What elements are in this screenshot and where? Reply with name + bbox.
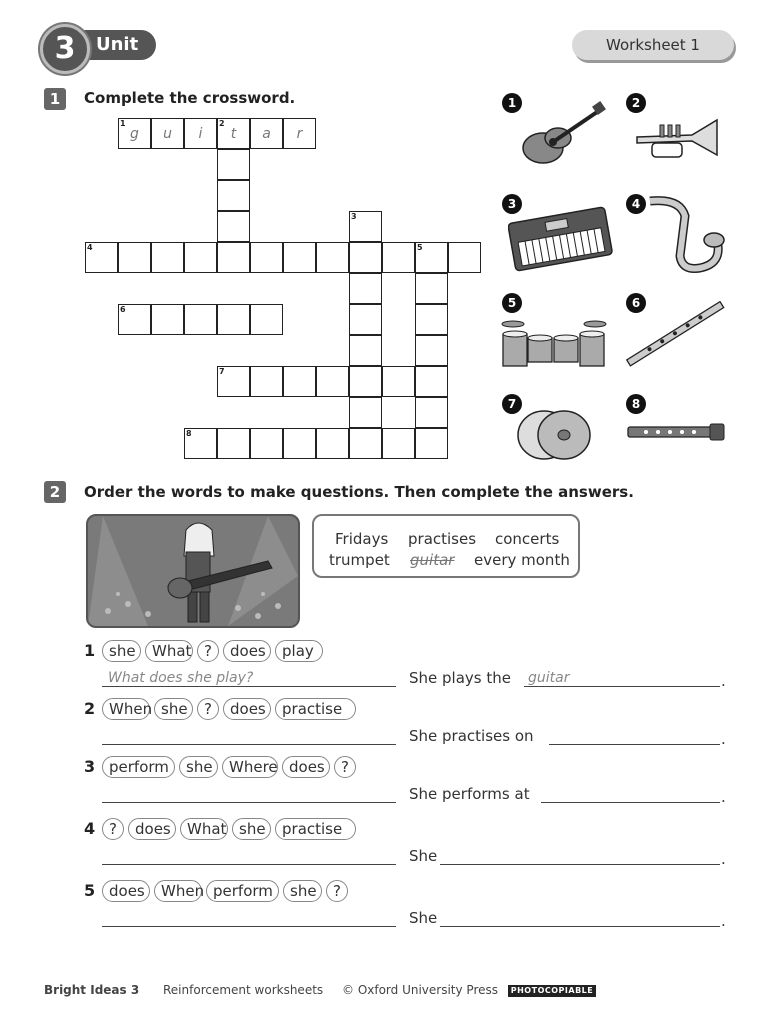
picture-number: 2	[626, 93, 646, 113]
drums-icon	[498, 314, 610, 374]
crossword-cell[interactable]	[217, 180, 250, 211]
answer-line[interactable]	[549, 744, 720, 745]
word-chip[interactable]: does	[223, 640, 271, 662]
word-chip[interactable]: ?	[334, 756, 356, 778]
crossword-cell[interactable]	[250, 118, 283, 149]
footer-publisher: © Oxford University Press	[342, 983, 499, 997]
word-chip[interactable]: perform	[206, 880, 279, 902]
crossword-cell[interactable]	[316, 242, 349, 273]
example-letter: u	[163, 126, 172, 142]
crossword-cell[interactable]	[217, 118, 250, 149]
example-letter: t	[230, 126, 237, 142]
clue-number: 5	[417, 243, 423, 252]
word-box-item: trumpet	[329, 551, 390, 569]
word-chip[interactable]: ?	[326, 880, 348, 902]
crossword-cell[interactable]	[349, 273, 382, 304]
word-chip[interactable]: does	[223, 698, 271, 720]
full-stop: .	[721, 850, 726, 868]
word-chip[interactable]: she	[232, 818, 271, 840]
picture-number: 1	[502, 93, 522, 113]
crossword-cell[interactable]	[415, 242, 448, 273]
saxophone-icon	[640, 196, 730, 276]
full-stop: .	[721, 730, 726, 748]
footer-type: Reinforcement worksheets	[163, 983, 324, 997]
word-chip[interactable]: Where	[222, 756, 278, 778]
word-box-item-crossed: guitar	[410, 551, 455, 569]
full-stop: .	[721, 788, 726, 806]
answer-prefix: She	[409, 847, 438, 865]
unit-label: Unit	[70, 30, 156, 60]
crossword-cell[interactable]	[283, 366, 316, 397]
word-chip[interactable]: ?	[102, 818, 124, 840]
crossword-cell[interactable]	[316, 366, 349, 397]
word-chip[interactable]: practise	[275, 698, 356, 720]
example-letter: a	[262, 126, 271, 142]
crossword-cell[interactable]	[250, 242, 283, 273]
word-chip[interactable]: When	[154, 880, 202, 902]
answer-line[interactable]	[440, 864, 720, 865]
guitarist-icon	[88, 516, 298, 626]
clue-number: 8	[186, 429, 192, 438]
question-number: 3	[84, 757, 96, 776]
answer-prefix: She performs at	[409, 785, 530, 803]
keyboard-icon	[508, 200, 613, 275]
crossword-cell[interactable]	[151, 304, 184, 335]
crossword-cell[interactable]	[118, 118, 151, 149]
word-chip[interactable]: does	[282, 756, 330, 778]
word-chip[interactable]: ?	[197, 698, 219, 720]
crossword-cell[interactable]	[250, 304, 283, 335]
exercise-1-instruction: Complete the crossword.	[84, 89, 296, 107]
question-answer-line[interactable]	[102, 686, 396, 687]
crossword-cell[interactable]	[382, 242, 415, 273]
crossword-cell[interactable]	[217, 366, 250, 397]
crossword-cell[interactable]	[85, 242, 118, 273]
question-answer-line[interactable]	[102, 864, 396, 865]
word-chip[interactable]: play	[275, 640, 323, 662]
crossword-cell[interactable]	[349, 211, 382, 242]
word-chip[interactable]: What	[180, 818, 228, 840]
example-letter: g	[130, 126, 139, 142]
picture-number: 3	[502, 194, 522, 214]
crossword-cell[interactable]	[217, 211, 250, 242]
picture-number: 5	[502, 293, 522, 313]
crossword-cell[interactable]	[184, 242, 217, 273]
answer-prefix: She practises on	[409, 727, 534, 745]
word-box-item: practises	[408, 530, 477, 548]
word-chip[interactable]: practise	[275, 818, 356, 840]
answer-prefix: She plays the	[409, 669, 511, 687]
picture-number: 8	[626, 394, 646, 414]
word-box-item: every month	[474, 551, 570, 569]
word-chip[interactable]: she	[283, 880, 322, 902]
clue-number: 4	[87, 243, 93, 252]
crossword-cell[interactable]	[316, 428, 349, 459]
word-chip[interactable]: When	[102, 698, 150, 720]
exercise-2-number: 2	[44, 481, 66, 503]
full-stop: .	[721, 672, 726, 690]
unit-number-badge: 3	[40, 24, 90, 74]
question-number: 4	[84, 819, 96, 838]
crossword-cell[interactable]	[250, 428, 283, 459]
crossword-cell[interactable]	[217, 304, 250, 335]
crossword-cell[interactable]	[448, 242, 481, 273]
answer-line[interactable]	[541, 802, 720, 803]
question-answer-line[interactable]	[102, 802, 396, 803]
clue-number: 6	[120, 305, 126, 314]
crossword-cell[interactable]	[118, 242, 151, 273]
crossword-cell[interactable]	[349, 366, 382, 397]
exercise-2-instruction: Order the words to make questions. Then complete the answers.	[84, 483, 634, 501]
exercise-1-number: 1	[44, 88, 66, 110]
clue-number: 2	[219, 119, 225, 128]
word-box-item: Fridays	[335, 530, 389, 548]
crossword-cell[interactable]	[151, 242, 184, 273]
question-number: 5	[84, 881, 96, 900]
example-question: What does she play?	[108, 670, 254, 686]
guitar-icon	[508, 100, 608, 170]
crossword-cell[interactable]	[415, 397, 448, 428]
crossword-cell[interactable]	[382, 366, 415, 397]
word-chip[interactable]: she	[154, 698, 193, 720]
crossword-cell[interactable]	[250, 366, 283, 397]
flute-icon	[626, 300, 726, 370]
word-box	[312, 514, 580, 578]
answer-prefix: She	[409, 909, 438, 927]
crossword-cell[interactable]	[184, 428, 217, 459]
crossword-cell[interactable]	[217, 242, 250, 273]
photocopiable-badge: PHOTOCOPIABLE	[508, 985, 596, 997]
word-chip[interactable]: ?	[197, 640, 219, 662]
crossword-cell[interactable]	[283, 118, 316, 149]
crossword-cell[interactable]	[415, 428, 448, 459]
word-chip[interactable]: does	[128, 818, 176, 840]
crossword-cell[interactable]	[415, 366, 448, 397]
crossword-cell[interactable]	[415, 304, 448, 335]
word-chip[interactable]: she	[179, 756, 218, 778]
answer-line[interactable]	[440, 926, 720, 927]
crossword-cell[interactable]	[184, 118, 217, 149]
question-answer-line[interactable]	[102, 926, 396, 927]
crossword-cell[interactable]	[349, 304, 382, 335]
crossword-cell[interactable]	[349, 397, 382, 428]
footer-series: Bright Ideas 3	[44, 983, 140, 997]
crossword-cell[interactable]	[184, 304, 217, 335]
crossword-cell[interactable]	[349, 242, 382, 273]
clue-number: 7	[219, 367, 225, 376]
answer-line[interactable]	[524, 686, 720, 687]
question-answer-line[interactable]	[102, 744, 396, 745]
trumpet-icon	[632, 115, 722, 165]
clue-number: 3	[351, 212, 357, 221]
crossword-cell[interactable]	[349, 335, 382, 366]
crossword-cell[interactable]	[217, 428, 250, 459]
word-chip[interactable]: perform	[102, 756, 175, 778]
word-chip[interactable]: she	[102, 640, 141, 662]
question-number: 2	[84, 699, 96, 718]
question-number: 1	[84, 641, 96, 660]
example-letter: i	[198, 126, 203, 142]
recorder-icon	[626, 418, 728, 448]
example-letter: r	[296, 126, 303, 142]
crossword-cell[interactable]	[349, 428, 382, 459]
worksheet-label: Worksheet 1	[572, 30, 734, 60]
crossword-cell[interactable]	[415, 335, 448, 366]
full-stop: .	[721, 912, 726, 930]
crossword-cell[interactable]	[382, 428, 415, 459]
crossword-cell[interactable]	[283, 242, 316, 273]
guitarist-illustration	[86, 514, 300, 628]
clue-number: 1	[120, 119, 126, 128]
word-chip[interactable]: does	[102, 880, 150, 902]
picture-number: 7	[502, 394, 522, 414]
picture-number: 6	[626, 293, 646, 313]
example-answer: guitar	[528, 670, 570, 686]
cymbals-icon	[514, 405, 598, 465]
crossword-cell[interactable]	[283, 428, 316, 459]
crossword-cell[interactable]	[217, 149, 250, 180]
word-box-item: concerts	[495, 530, 560, 548]
picture-number: 4	[626, 194, 646, 214]
crossword-cell[interactable]	[151, 118, 184, 149]
crossword-cell[interactable]	[118, 304, 151, 335]
word-chip[interactable]: What	[145, 640, 193, 662]
crossword-cell[interactable]	[415, 273, 448, 304]
